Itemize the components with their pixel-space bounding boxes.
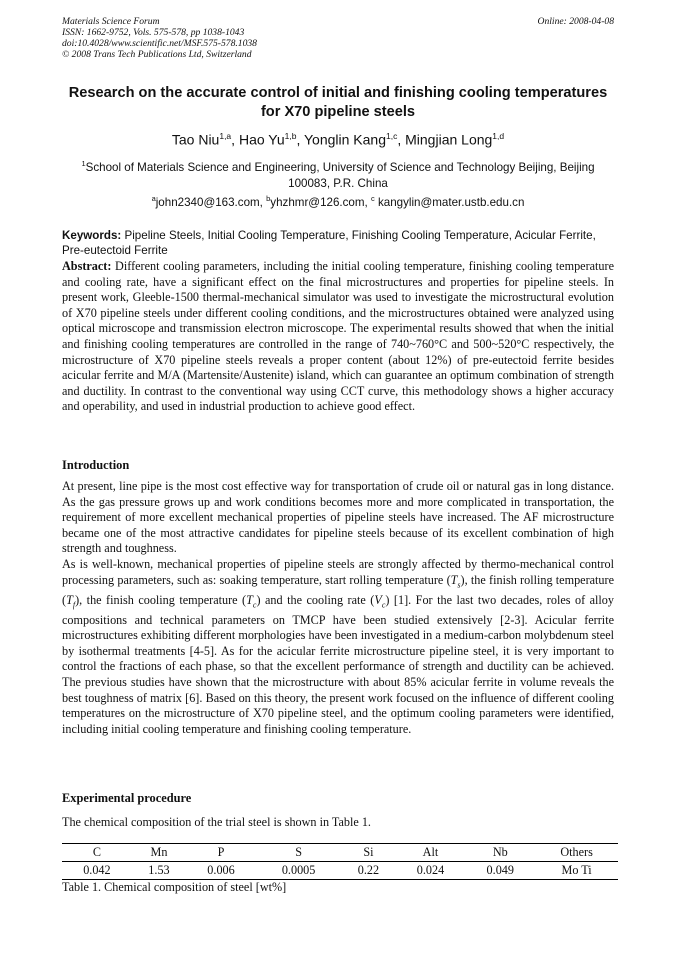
email-sup: a (151, 194, 156, 203)
keywords (62, 229, 614, 258)
intro-text: ) [1]. For the last two decades, roles of alloy compositions and technical parameters on TMCP have been studied extensively [2-3]. Acicular ferrite microstructures exhibiting different morphologies have been investigated in a medium-carbon molybdenum steel by isothermal treatments [4-5]. As for the acicular ferrite microstructure pipeline steel, it is very important to control the fractions of each phase, so that the excellent performance of strength and ductility can be achieved. The previous studies have shown that the microstructure with about 85% acicular ferrite in volume reveals the best toughness of matrix [6]. Based on this theory, the present work focused on the influence of different cooling temperatures on the microstructure of X70 pipeline steel, and the optimum cooling parameters were identified, including initial cooling temperature and finishing cooling temperature. (62, 592, 614, 736)
journal-header (62, 16, 257, 60)
intro-text: ), the finish cooling temperature ( (75, 592, 247, 607)
email-list (62, 194, 614, 209)
symbol-sub: c (381, 600, 386, 610)
table-header-cell: Mn (150, 845, 168, 859)
table-header-cell: C (92, 845, 101, 859)
symbol: T (450, 572, 458, 587)
table-header-row (62, 844, 618, 862)
affiliation-text: School of Materials Science and Engineering, University of Science and Technology Beijing, Beijing 100083, P.R. China (85, 160, 595, 190)
author-sup: 1,d (492, 131, 505, 141)
author-name: Tao Niu (171, 131, 220, 148)
table-header-cell: P (217, 845, 225, 859)
email-sup: c (370, 194, 375, 203)
issn-line: ISSN: 1662-9752, Vols. 575-578, pp 1038-1043 (62, 27, 245, 38)
table-cell: 1.53 (148, 863, 170, 877)
affiliation-sup: 1 (81, 159, 86, 168)
intro-paragraph-1: At present, line pipe is the most cost effective way for transportation of crude oil or natural gas in long distance. As the gas pressure grows up and work conditions becomes more and more complicated in transportation, the requirement of more excellent mechanical properties of pipeline steels have increased. The AF microstructure became one of the most attractive candidates for pipeline steels because of its excellent combination of high strength and toughness. (62, 479, 614, 556)
author-name: Yonglin Kang (303, 131, 386, 148)
doi-line: doi:10.4028/www.scientific.net/MSF.575-578.1038 (62, 38, 257, 49)
email-link[interactable]: yhzhmr@126.com, (270, 195, 371, 209)
email-link[interactable]: john2340@163.com, (155, 195, 267, 209)
composition-table (62, 843, 618, 880)
experimental-heading: Experimental procedure (62, 791, 192, 805)
author-name: Mingjian Long (405, 131, 493, 148)
author-name: Hao Yu (238, 131, 285, 148)
copyright-line: © 2008 Trans Tech Publications Ltd, Switzerland (62, 49, 252, 60)
table-cell: 0.22 (357, 863, 380, 877)
table-header-cell: S (295, 845, 302, 859)
symbol-sub: f (72, 600, 76, 610)
email-link[interactable]: kangylin@mater.ustb.edu.cn (374, 195, 525, 209)
experimental-text: The chemical composition of the trial steel is shown in Table 1. (62, 815, 371, 829)
abstract (62, 259, 614, 415)
author-sup: 1,c (386, 131, 398, 141)
table-header-cell: Alt (422, 845, 439, 859)
table-cell: 0.042 (83, 863, 111, 877)
table-cell: 0.006 (207, 863, 235, 877)
author-sup: 1,a (219, 131, 232, 141)
symbol: T (66, 592, 73, 607)
online-date: Online: 2008-04-08 (537, 16, 614, 27)
author-sup: 1,b (284, 131, 297, 141)
symbol-sub: c (252, 600, 257, 610)
table-cell: 0.049 (486, 863, 514, 877)
journal-name: Materials Science Forum (62, 16, 160, 27)
symbol: T (246, 592, 253, 607)
table-cell: 0.024 (416, 863, 445, 877)
email-sup: b (266, 194, 271, 203)
author-list: Tao Niu$^{1,a}$, Hao Yu$^{1,b}$, Yonglin Kang$^{1,c}$, Mingjian Long$^{1,d}$ (171, 131, 505, 148)
introduction-body (62, 479, 614, 737)
table-header-cell: Others (560, 845, 593, 859)
symbol-sub: s (457, 580, 461, 589)
table-cell: Mo Ti (561, 863, 592, 877)
intro-text: ), the finish rolling temperature ( (62, 572, 614, 607)
abstract-label: Abstract: (62, 259, 112, 273)
introduction-heading: Introduction (62, 458, 130, 472)
intro-text: As is well-known, mechanical properties of pipeline steels are strongly affected by thermo-mechanical control processing parameters, such as: soaking temperature, start rolling temperature ( (62, 556, 614, 587)
table-caption: Table 1. Chemical composition of steel [wt%] (62, 880, 287, 894)
affiliation (62, 156, 614, 192)
table-header-cell: Nb (492, 845, 508, 859)
intro-text: ) and the cooling rate ( (256, 592, 375, 607)
abstract-text: Different cooling parameters, including the initial cooling temperature, finishing cooling temperature and cooling rate, have a significant effect on the final microstructures and properties for pipeline steels. In present work, Gleeble-1500 thermal-mechanical simulator was used to investigate the microstructural evolution of X70 pipeline steels under different cooling conditions, and the microstructures obtained were analyzed using optical microscope and transmission electron microscope. The experimental results showed that when the initial and finishing cooling temperatures are controlled in the range of 740~760°C and 500~520°C respectively, the microstructure of X70 pipeline steels reveals a proper content (about 12%) of pre-eutectoid ferrite besides acicular ferrite and M/A (Martensite/Austenite) island, which can guarantee an optimum combination of strength and ductility. In contrast to the conventional way using CCT curve, this methodology shows a higher accuracy and operability, and used in industrial production to achieve good effect. (62, 259, 614, 414)
paper-title: Research on the accurate control of initial and finishing cooling temperatures for X70 pipeline steels (68, 85, 608, 120)
table-cell: 0.0005 (281, 863, 316, 877)
table-header-cell: Si (363, 845, 374, 859)
keywords-label: Keywords: (62, 229, 122, 242)
keywords-text: Pipeline Steels, Initial Cooling Temperature, Finishing Cooling Temperature, Acicular Ferrite, Pre-eutectoid Ferrite (62, 229, 596, 257)
table-row (62, 862, 618, 880)
intro-paragraph-2 (62, 557, 614, 737)
symbol: V (374, 592, 382, 607)
